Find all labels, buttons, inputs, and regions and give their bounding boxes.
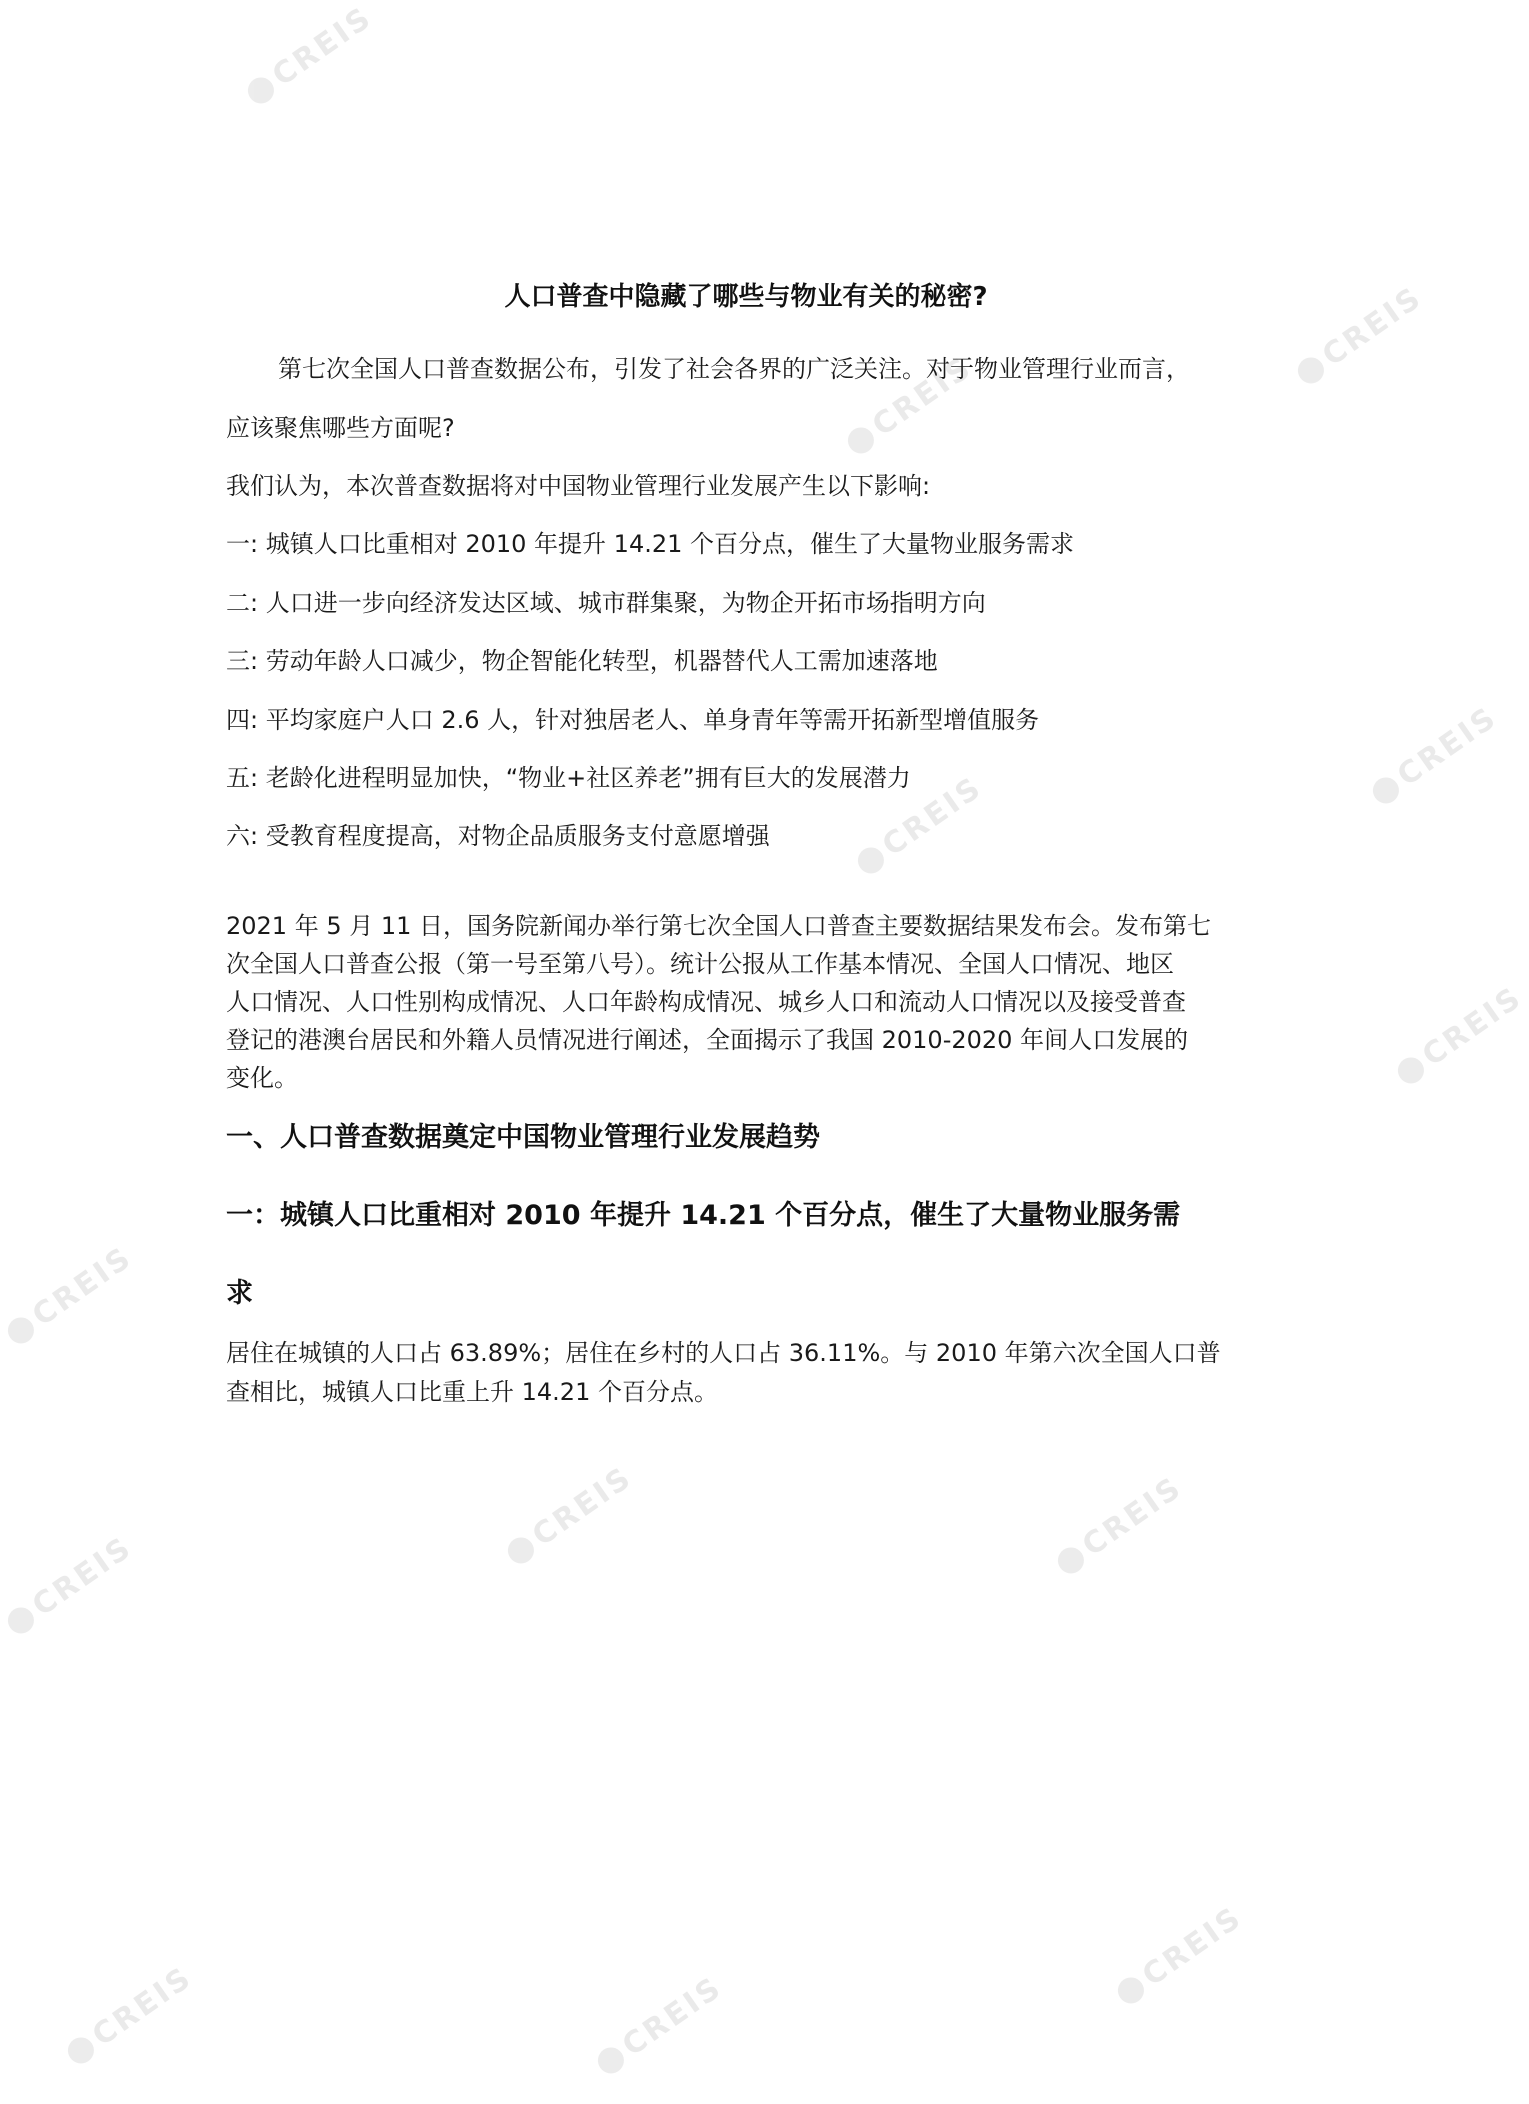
impact-point-2: 二: 人口进一步向经济发达区域、城市群集聚，为物企开拓市场指明方向 — [226, 589, 986, 617]
intro-line: 应该聚焦哪些方面呢? — [226, 414, 455, 442]
creis-logo-icon — [1368, 772, 1404, 808]
impact-point-4: 四: 平均家庭户人口 2.6 人，针对独居老人、单身青年等需开拓新型增值服务 — [226, 706, 1040, 734]
creis-logo-icon — [3, 1602, 39, 1638]
creis-logo-icon — [1293, 352, 1329, 388]
creis-watermark: CREIS — [850, 770, 989, 882]
creis-logo-icon — [243, 72, 279, 108]
creis-watermark: CREIS — [0, 1240, 139, 1352]
creis-logo-icon — [853, 842, 889, 878]
section-heading: 一、人口普查数据奠定中国物业管理行业发展趋势 — [226, 1122, 820, 1153]
background-paragraph-line: 人口情况、人口性别构成情况、人口年龄构成情况、城乡人口和流动人口情况以及接受普查 — [226, 988, 1186, 1016]
creis-watermark: CREIS — [1365, 700, 1504, 812]
creis-watermark: CREIS — [590, 1970, 729, 2082]
impact-point-6: 六: 受教育程度提高，对物企品质服务支付意愿增强 — [226, 822, 770, 850]
creis-watermark: CREIS — [240, 0, 379, 112]
creis-watermark: CREIS — [1110, 1900, 1249, 2012]
subsection-heading: 求 — [226, 1278, 253, 1309]
creis-logo-icon — [1393, 1052, 1429, 1088]
intro-line: 第七次全国人口普查数据公布，引发了社会各界的广泛关注。对于物业管理行业而言， — [278, 355, 1190, 383]
background-paragraph-line: 2021 年 5 月 11 日，国务院新闻办举行第七次全国人口普查主要数据结果发布会。发布第七 — [226, 912, 1212, 940]
creis-logo-icon — [1053, 1542, 1089, 1578]
background-paragraph-line: 次全国人口普查公报（第一号至第八号）。统计公报从工作基本情况、全国人口情况、地区 — [226, 950, 1174, 978]
creis-watermark: CREIS — [840, 350, 979, 462]
creis-logo-icon — [3, 1312, 39, 1348]
creis-watermark: CREIS — [1290, 280, 1429, 392]
creis-logo-icon — [63, 2032, 99, 2068]
impact-point-1: 一: 城镇人口比重相对 2010 年提升 14.21 个百分点，催生了大量物业服务需求 — [226, 530, 1075, 558]
subsection-body-line: 查相比，城镇人口比重上升 14.21 个百分点。 — [226, 1378, 718, 1406]
creis-logo-icon — [503, 1532, 539, 1568]
creis-logo-icon — [593, 2042, 629, 2078]
subsection-body-line: 居住在城镇的人口占 63.89%；居住在乡村的人口占 36.11%。与 2010 年第六次全国人口普 — [226, 1339, 1221, 1367]
creis-watermark: CREIS — [60, 1960, 199, 2072]
background-paragraph-line: 变化。 — [226, 1064, 298, 1092]
creis-watermark: CREIS — [1390, 980, 1529, 1092]
intro-line: 我们认为，本次普查数据将对中国物业管理行业发展产生以下影响: — [226, 472, 931, 500]
creis-watermark: CREIS — [0, 1530, 139, 1642]
creis-watermark: CREIS — [500, 1460, 639, 1572]
background-paragraph-line: 登记的港澳台居民和外籍人员情况进行阐述，全面揭示了我国 2010-2020 年间人口发展的 — [226, 1026, 1189, 1054]
impact-point-5: 五: 老龄化进程明显加快，“物业+社区养老”拥有巨大的发展潜力 — [226, 764, 911, 792]
subsection-heading: 一：城镇人口比重相对 2010 年提升 14.21 个百分点，催生了大量物业服务需 — [226, 1200, 1181, 1231]
creis-logo-icon — [1113, 1972, 1149, 2008]
article-title: 人口普查中隐藏了哪些与物业有关的秘密? — [504, 282, 988, 312]
creis-logo-icon — [843, 422, 879, 458]
impact-point-3: 三: 劳动年龄人口减少，物企智能化转型，机器替代人工需加速落地 — [226, 647, 938, 675]
creis-watermark: CREIS — [1050, 1470, 1189, 1582]
